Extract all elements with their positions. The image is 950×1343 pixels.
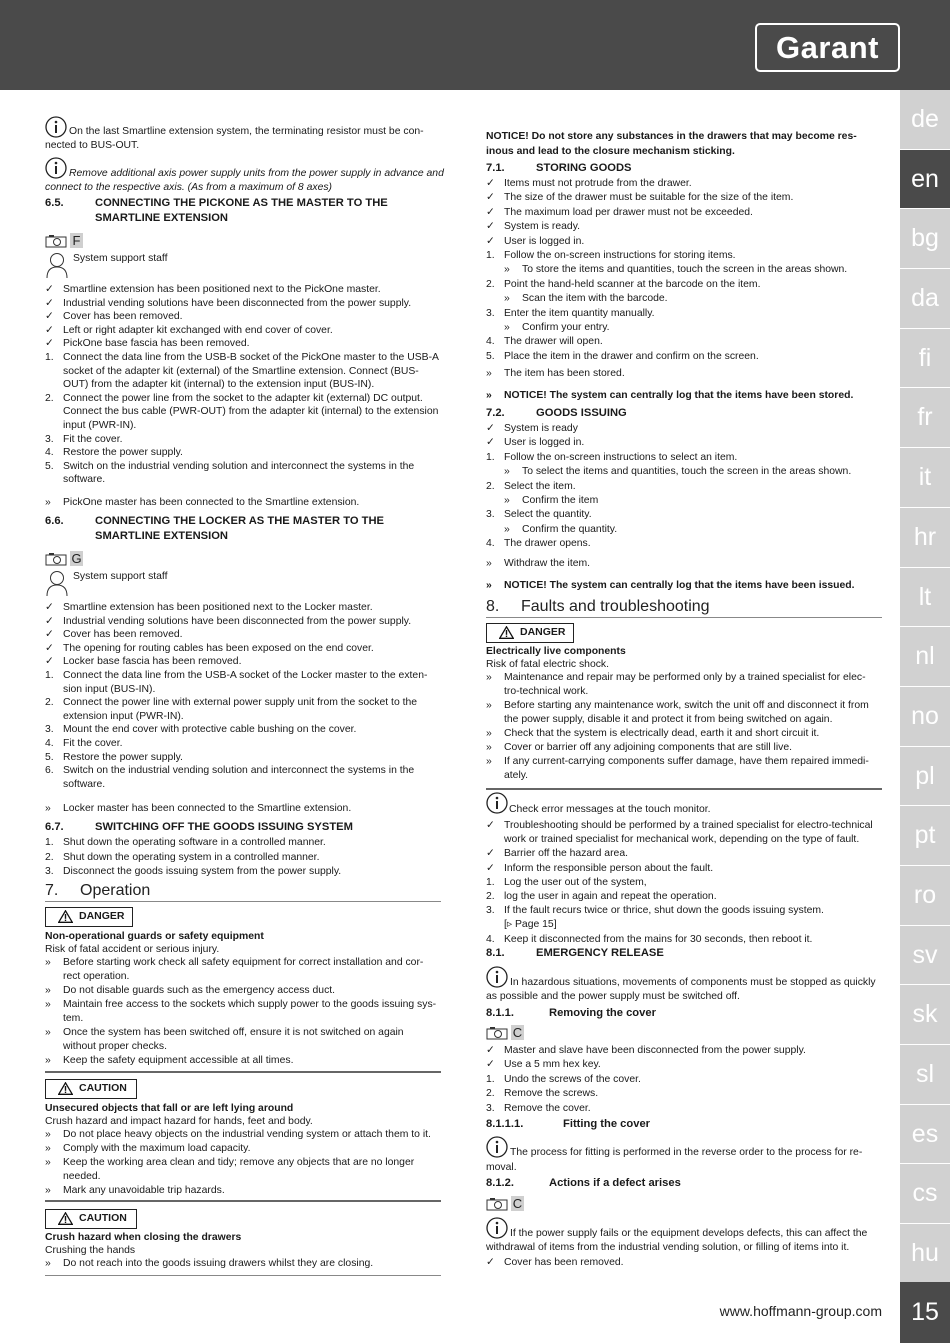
hazard-description: Risk of fatal electric shock.	[486, 659, 609, 670]
list-marker: »	[45, 1157, 51, 1168]
info-note: Remove additional axis power supply units from the power supply in advance and	[69, 168, 444, 179]
check-icon: ✓	[45, 656, 54, 668]
lang-tab-pl[interactable]: pl	[900, 747, 950, 807]
info-note: The process for fitting is performed in the reverse order to the process for re-	[510, 1147, 863, 1158]
list-marker: 4.	[486, 538, 495, 550]
footer-url[interactable]: www.hoffmann-group.com	[719, 1303, 882, 1319]
list-text: Mount the end cover with protective cable bushing on the cover.	[63, 724, 357, 736]
list-text: tro-technical work.	[504, 686, 589, 697]
list-marker: 3.	[486, 307, 495, 319]
list-text: Master and slave have been disconnected from the power supply.	[504, 1045, 806, 1056]
section-8	[486, 597, 710, 617]
heading-title: Fitting the cover	[563, 1118, 651, 1130]
list-marker: 2.	[486, 278, 495, 290]
check-icon: ✓	[45, 297, 54, 309]
heading-6-6-line2: SMARTLINE EXTENSION	[95, 530, 229, 542]
list-text: Locker base fascia has been removed.	[63, 656, 242, 668]
heading-title: STORING GOODS	[536, 162, 632, 174]
list-text: Follow the on-screen instructions for storing items.	[504, 250, 736, 261]
divider	[486, 788, 882, 790]
warning-label: DANGER	[79, 910, 125, 922]
lang-tab-fi[interactable]: fi	[900, 329, 950, 389]
check-icon: ✓	[45, 629, 54, 641]
hazard-description: Crushing the hands	[45, 1245, 136, 1256]
list-text: The drawer will open.	[504, 336, 603, 348]
info-icon	[486, 1136, 508, 1158]
list-text: Maintenance and repair may be performed only by a trained specialist for elec-	[504, 672, 866, 683]
heading-title: EMERGENCY RELEASE	[536, 947, 664, 959]
list-text: Troubleshooting should be performed by a trained specialist for electro-technical	[504, 820, 873, 831]
info-note: In hazardous situations, movements of components must be stopped as quickly	[510, 977, 876, 988]
heading-title: CONNECTING THE LOCKER AS THE MASTER TO THE	[95, 515, 385, 527]
lang-tab-bg[interactable]: bg	[900, 209, 950, 269]
list-text: Follow the on-screen instructions to select an item.	[504, 451, 738, 463]
divider	[486, 617, 882, 618]
notice: inous and lead to the closure mechanism sticking.	[486, 146, 735, 157]
list-text: Shut down the operating software in a controlled manner.	[63, 837, 326, 848]
list-text: Undo the screws of the cover.	[504, 1073, 641, 1085]
list-marker: »	[486, 728, 492, 739]
lang-tab-fr[interactable]: fr	[900, 388, 950, 448]
lang-tab-hu[interactable]: hu	[900, 1224, 950, 1284]
list-marker: 1.	[45, 837, 54, 848]
list-text: Confirm the item	[522, 495, 599, 506]
list-text: Switch on the industrial vending solution and interconnect the systems in the	[63, 765, 415, 777]
list-text: Remove the cover.	[504, 1102, 591, 1114]
list-text: Switch on the industrial vending solution and interconnect the systems in the	[63, 460, 415, 472]
list-marker: 4.	[486, 933, 495, 945]
header-bar	[0, 0, 950, 90]
list-text: Do not place heavy objects on the industrial vending system or attach them to it.	[63, 1129, 431, 1140]
result-marker: »	[45, 497, 51, 508]
heading-number: 8.1.1.1.	[486, 1118, 524, 1130]
list-text: Keep the working area clean and tidy; remove any objects that are no longer	[63, 1157, 415, 1168]
list-marker: ✓	[486, 206, 495, 218]
list-marker: ✓	[486, 192, 495, 204]
lang-tab-hr[interactable]: hr	[900, 508, 950, 568]
info-note: On the last Smartline extension system, the terminating resistor must be con-	[69, 126, 424, 137]
list-text: The drawer opens.	[504, 538, 591, 550]
language-sidebar	[900, 90, 950, 1343]
info-note: as possible and the power supply must be switched off.	[486, 991, 740, 1002]
list-text: PickOne base fascia has been removed.	[63, 338, 250, 350]
list-marker: »	[486, 700, 492, 711]
divider	[45, 901, 441, 902]
list-marker: ✓	[486, 1059, 495, 1071]
list-marker: »	[504, 523, 510, 535]
list-text: needed.	[63, 1171, 101, 1182]
warning-triangle-icon	[58, 1212, 73, 1231]
list-marker: 2.	[45, 392, 54, 404]
list-text: Confirm your entry.	[522, 322, 610, 333]
list-text: Smartline extension has been positioned next to the Locker master.	[63, 602, 373, 613]
list-marker: 5.	[45, 460, 54, 472]
list-marker: »	[45, 1129, 51, 1140]
list-marker: 3.	[45, 724, 54, 736]
heading-number: 8.1.2.	[486, 1177, 514, 1189]
heading-title: Actions if a defect arises	[549, 1177, 681, 1189]
list-text: Before starting any maintenance work, switch the unit off and disconnect it from	[504, 700, 869, 711]
camera-icon	[45, 234, 67, 248]
heading-title: GOODS ISSUING	[536, 407, 627, 419]
heading-number: 7.1.	[486, 162, 505, 174]
result-marker: »	[45, 803, 51, 814]
check-icon: ✓	[45, 615, 54, 627]
list-text: Select the quantity.	[504, 509, 592, 521]
list-marker: »	[45, 1027, 51, 1038]
section-number: 8.	[486, 598, 500, 615]
list-text: Disconnect the goods issuing system from the power supply.	[63, 866, 342, 878]
check-icon: ✓	[45, 602, 54, 613]
list-marker: 2.	[486, 891, 495, 902]
list-marker: »	[504, 264, 510, 276]
list-marker: ✓	[486, 437, 495, 449]
list-text: Connect the data line from the USB-A socket of the Locker master to the exten-	[63, 670, 428, 681]
danger-box	[486, 623, 574, 643]
list-text: Inform the responsible person about the fault.	[504, 862, 714, 874]
list-marker: ✓	[486, 1045, 495, 1056]
heading-title: CONNECTING THE PICKONE AS THE MASTER TO THE	[95, 197, 388, 209]
lang-tab-es[interactable]: es	[900, 1105, 950, 1165]
list-text: work or trained specialist for mechanical work, depending on the type of fault.	[504, 834, 860, 846]
list-text: Mark any unavoidable trip hazards.	[63, 1185, 225, 1196]
list-text: socket of the adapter kit (external) of the Smartline extension. Connect (BUS-	[63, 365, 419, 377]
warning-triangle-icon	[58, 1082, 73, 1101]
list-text: The size of the drawer must be suitable for the size of the item.	[504, 192, 794, 204]
list-text: Check that the system is electrically dead, earth it and short circuit it.	[504, 728, 820, 739]
camera-icon	[486, 1197, 508, 1211]
lang-tab-sv[interactable]: sv	[900, 926, 950, 986]
list-text: Industrial vending solutions have been disconnected from the power supply.	[63, 297, 412, 309]
caution-box	[45, 1079, 137, 1099]
list-marker: »	[504, 322, 510, 333]
section-7	[45, 881, 151, 901]
info-icon	[486, 966, 508, 988]
list-marker: 4.	[486, 336, 495, 348]
divider	[45, 1200, 441, 1202]
list-marker: »	[45, 1258, 51, 1269]
check-icon: ✓	[45, 311, 54, 323]
list-text: Shut down the operating system in a controlled manner.	[63, 851, 320, 863]
heading-title: Removing the cover	[549, 1007, 656, 1019]
list-marker: 1.	[486, 1073, 495, 1085]
list-marker: 5.	[486, 350, 495, 362]
hazard-title: Electrically live components	[486, 646, 626, 657]
list-text: Connect the bus cable (PWR-OUT) from the adapter kit (internal) to the extension	[63, 406, 439, 418]
person-icon	[45, 252, 69, 278]
info-icon	[486, 1217, 508, 1239]
list-text: Connect the power line with external power supply unit from the socket to the	[63, 697, 418, 709]
info-icon	[45, 116, 67, 138]
warning-label: CAUTION	[79, 1212, 127, 1224]
list-text: If any current-carrying components suffer damage, have them repaired immedi-	[504, 756, 869, 767]
heading-number: 8.1.	[486, 947, 505, 959]
list-marker: 1.	[486, 250, 495, 261]
lang-tab-da[interactable]: da	[900, 269, 950, 329]
list-text: Scan the item with the barcode.	[522, 293, 668, 305]
result-marker: »	[486, 390, 492, 401]
list-text: Smartline extension has been positioned next to the PickOne master.	[63, 284, 381, 295]
list-text: tem.	[63, 1013, 84, 1024]
staff-label: System support staff	[73, 253, 168, 264]
list-text: log the user in again and repeat the operation.	[504, 891, 717, 902]
list-text: Cover has been removed.	[63, 629, 183, 641]
section-number: 7.	[45, 882, 59, 899]
list-text: Connect the power line from the socket to the adapter kit (external) DC output.	[63, 392, 423, 404]
check-icon: ✓	[45, 324, 54, 336]
list-marker: 1.	[45, 352, 54, 363]
heading-number: 8.1.1.	[486, 1007, 514, 1019]
list-marker: 2.	[45, 851, 54, 863]
section-title: Faults and troubleshooting	[521, 598, 710, 615]
list-text: Before starting work check all safety equipment for correct installation and cor-	[63, 957, 424, 968]
info-note: moval.	[486, 1162, 517, 1173]
list-text: Place the item in the drawer and confirm on the screen.	[504, 350, 759, 362]
lang-tab-de[interactable]: de	[900, 90, 950, 150]
list-marker: »	[45, 1185, 51, 1196]
list-marker: 3.	[486, 905, 495, 917]
list-marker: 6.	[45, 765, 54, 777]
list-text: To store the items and quantities, touch the screen in the areas shown.	[522, 264, 848, 276]
list-text: Do not reach into the goods issuing drawers whilst they are closing.	[63, 1258, 374, 1269]
garant-logo: Garant	[755, 23, 900, 72]
list-text: Enter the item quantity manually.	[504, 307, 655, 319]
list-marker: »	[504, 466, 510, 478]
list-text: The maximum load per drawer must not be exceeded.	[504, 206, 753, 218]
list-text: User is logged in.	[504, 437, 585, 449]
list-text: Withdraw the item.	[504, 558, 591, 569]
list-marker: »	[45, 1143, 51, 1154]
list-marker: »	[486, 672, 492, 683]
lang-tab-nl[interactable]: nl	[900, 627, 950, 687]
list-text: System is ready	[504, 423, 578, 434]
heading-6-5-line2: SMARTLINE EXTENSION	[95, 212, 229, 224]
list-text: OUT) from the adapter kit (internal) to the extension input (BUS-IN).	[63, 379, 375, 391]
list-marker: 5.	[45, 751, 54, 763]
list-text: without proper checks.	[63, 1041, 167, 1052]
list-marker: ✓	[486, 848, 495, 860]
check-icon: ✓	[45, 284, 54, 295]
list-marker: »	[45, 1055, 51, 1066]
list-marker: »	[45, 985, 51, 996]
lang-tab-sl[interactable]: sl	[900, 1045, 950, 1105]
result-marker: »	[486, 580, 492, 591]
info-icon	[486, 792, 508, 814]
list-text: Confirm the quantity.	[522, 523, 618, 535]
camera-icon	[45, 552, 67, 566]
list-text: Use a 5 mm hex key.	[504, 1059, 601, 1071]
list-marker: 3.	[45, 866, 54, 878]
info-icon	[45, 157, 67, 179]
list-marker: 1.	[486, 876, 495, 888]
check-icon: ✓	[486, 1257, 495, 1268]
list-marker: 3.	[45, 433, 54, 445]
lang-tab-lt[interactable]: lt	[900, 568, 950, 628]
lang-tab-cs[interactable]: cs	[900, 1164, 950, 1224]
list-text: Point the hand-held scanner at the barcode on the item.	[504, 278, 761, 290]
camera-icon	[486, 1026, 508, 1040]
list-text: input (PWR-IN).	[63, 420, 137, 431]
check-icon: ✓	[45, 642, 54, 654]
list-marker: 1.	[486, 451, 495, 463]
result-marker: »	[486, 558, 492, 569]
section-title: Operation	[80, 882, 151, 899]
warning-triangle-icon	[499, 626, 514, 645]
info-note: withdrawal of items from the industrial vending solution, or filling of items into it.	[486, 1242, 850, 1253]
list-text: Barrier off the hazard area.	[504, 848, 628, 860]
page-number: 15	[900, 1282, 950, 1343]
hazard-title: Unsecured objects that fall or are left lying around	[45, 1103, 294, 1114]
list-text: software.	[63, 778, 106, 790]
list-text: Log the user out of the system,	[504, 876, 647, 888]
list-marker: »	[486, 742, 492, 753]
hazard-title: Crush hazard when closing the drawers	[45, 1232, 242, 1243]
warning-label: CAUTION	[79, 1082, 127, 1094]
list-marker: ✓	[486, 423, 495, 434]
list-marker: »	[504, 495, 510, 506]
heading-number: 6.7.	[45, 821, 64, 833]
heading-number: 7.2.	[486, 407, 505, 419]
hazard-description: Crush hazard and impact hazard for hands, feet and body.	[45, 1116, 313, 1127]
list-text: NOTICE! The system can centrally log that the items have been stored.	[504, 390, 854, 401]
lang-tab-en[interactable]: en	[900, 150, 950, 210]
notice: NOTICE! Do not store any substances in the drawers that may become res-	[486, 131, 857, 142]
list-text: sion input (BUS-IN).	[63, 683, 156, 695]
list-text: Once the system has been switched off, ensure it is not switched on again	[63, 1027, 404, 1038]
list-text: To select the items and quantities, touch the screen in the areas shown.	[522, 466, 852, 478]
caution-box	[45, 1209, 137, 1229]
list-text: ately.	[504, 770, 529, 781]
list-text: System is ready.	[504, 221, 581, 233]
hazard-description: Risk of fatal accident or serious injury.	[45, 944, 220, 955]
list-marker: 3.	[486, 1102, 495, 1114]
list-marker: »	[45, 957, 51, 968]
list-marker: 4.	[45, 738, 54, 749]
list-marker: ✓	[486, 820, 495, 831]
list-marker: 2.	[45, 697, 54, 709]
tool-letter-badge: C	[512, 1196, 523, 1211]
divider	[45, 1275, 441, 1276]
warning-label: DANGER	[520, 626, 566, 638]
list-text: the power supply, disable it and protect it from being switched on again.	[504, 714, 833, 725]
list-marker: ✓	[486, 178, 495, 189]
list-marker: »	[486, 756, 492, 767]
result-marker: »	[486, 368, 492, 379]
heading-number: 6.5.	[45, 197, 64, 209]
lang-tab-it[interactable]: it	[900, 448, 950, 508]
list-marker: 2.	[486, 480, 495, 492]
hazard-title: Non-operational guards or safety equipment	[45, 931, 264, 942]
list-text: Select the item.	[504, 480, 576, 492]
staff-label: System support staff	[73, 571, 168, 582]
list-text: If the fault recurs twice or thrice, shut down the goods issuing system.	[504, 905, 824, 917]
tool-letter-badge: C	[512, 1025, 523, 1040]
info-note: nected to BUS-OUT.	[45, 140, 140, 151]
list-text: Maintain free access to the sockets which supply power to the goods issuing sys-	[63, 999, 437, 1010]
list-text: Locker master has been connected to the Smartline extension.	[63, 803, 352, 814]
list-marker: ✓	[486, 235, 495, 247]
list-marker: 2.	[486, 1088, 495, 1100]
list-text: Remove the screws.	[504, 1088, 599, 1100]
lang-tab-pt[interactable]: pt	[900, 806, 950, 866]
divider	[45, 1071, 441, 1073]
list-text: Restore the power supply.	[63, 751, 183, 763]
list-marker: 4.	[45, 447, 54, 459]
list-text: Comply with the maximum load capacity.	[63, 1143, 251, 1154]
list-text: Industrial vending solutions have been disconnected from the power supply.	[63, 615, 412, 627]
list-text: Keep it disconnected from the mains for 30 seconds, then reboot it.	[504, 933, 813, 945]
list-text: Cover has been removed.	[504, 1257, 624, 1268]
info-note: Check error messages at the touch monitor.	[509, 804, 711, 815]
lang-tab-sk[interactable]: sk	[900, 985, 950, 1045]
list-text: NOTICE! The system can centrally log that the items have been issued.	[504, 580, 855, 591]
lang-tab-no[interactable]: no	[900, 687, 950, 747]
list-text: The opening for routing cables has been exposed on the end cover.	[63, 642, 374, 654]
list-text: Do not disable guards such as the emergency access duct.	[63, 985, 336, 996]
list-text: Fit the cover.	[63, 433, 123, 445]
list-text: Fit the cover.	[63, 738, 123, 749]
list-marker: ✓	[486, 221, 495, 233]
heading-number: 6.6.	[45, 515, 64, 527]
warning-triangle-icon	[58, 910, 73, 929]
list-text: Left or right adapter kit exchanged with end cover of cover.	[63, 324, 333, 336]
danger-box	[45, 907, 133, 927]
info-note: If the power supply fails or the equipment develops defects, this can affect the	[510, 1228, 868, 1239]
list-marker: »	[45, 999, 51, 1010]
list-marker: »	[504, 293, 510, 305]
check-icon: ✓	[45, 338, 54, 350]
list-text: User is logged in.	[504, 235, 585, 247]
list-text: [▹ Page 15]	[504, 919, 557, 931]
list-text: Restore the power supply.	[63, 447, 183, 459]
list-text: Keep the safety equipment accessible at all times.	[63, 1055, 294, 1066]
list-marker: ✓	[486, 862, 495, 874]
tool-letter-badge: F	[70, 233, 83, 248]
list-text: PickOne master has been connected to the Smartline extension.	[63, 497, 360, 508]
list-text: Items must not protrude from the drawer.	[504, 178, 692, 189]
list-text: extension input (PWR-IN).	[63, 710, 184, 722]
list-marker: 3.	[486, 509, 495, 521]
list-text: Cover has been removed.	[63, 311, 183, 323]
heading-title: SWITCHING OFF THE GOODS ISSUING SYSTEM	[95, 821, 353, 833]
list-text: The item has been stored.	[504, 368, 625, 379]
list-text: Cover or barrier off any adjoining components that are still live.	[504, 742, 793, 753]
tool-letter-badge: G	[71, 551, 82, 566]
info-note: connect to the respective axis. (As from a maximum of 8 axes)	[45, 182, 333, 193]
person-icon	[45, 570, 69, 596]
list-text: software.	[63, 474, 106, 486]
lang-tab-ro[interactable]: ro	[900, 866, 950, 926]
list-text: Connect the data line from the USB-B socket of the PickOne master to the USB-A	[63, 352, 439, 363]
list-text: rect operation.	[63, 971, 130, 982]
list-marker: 1.	[45, 670, 54, 681]
